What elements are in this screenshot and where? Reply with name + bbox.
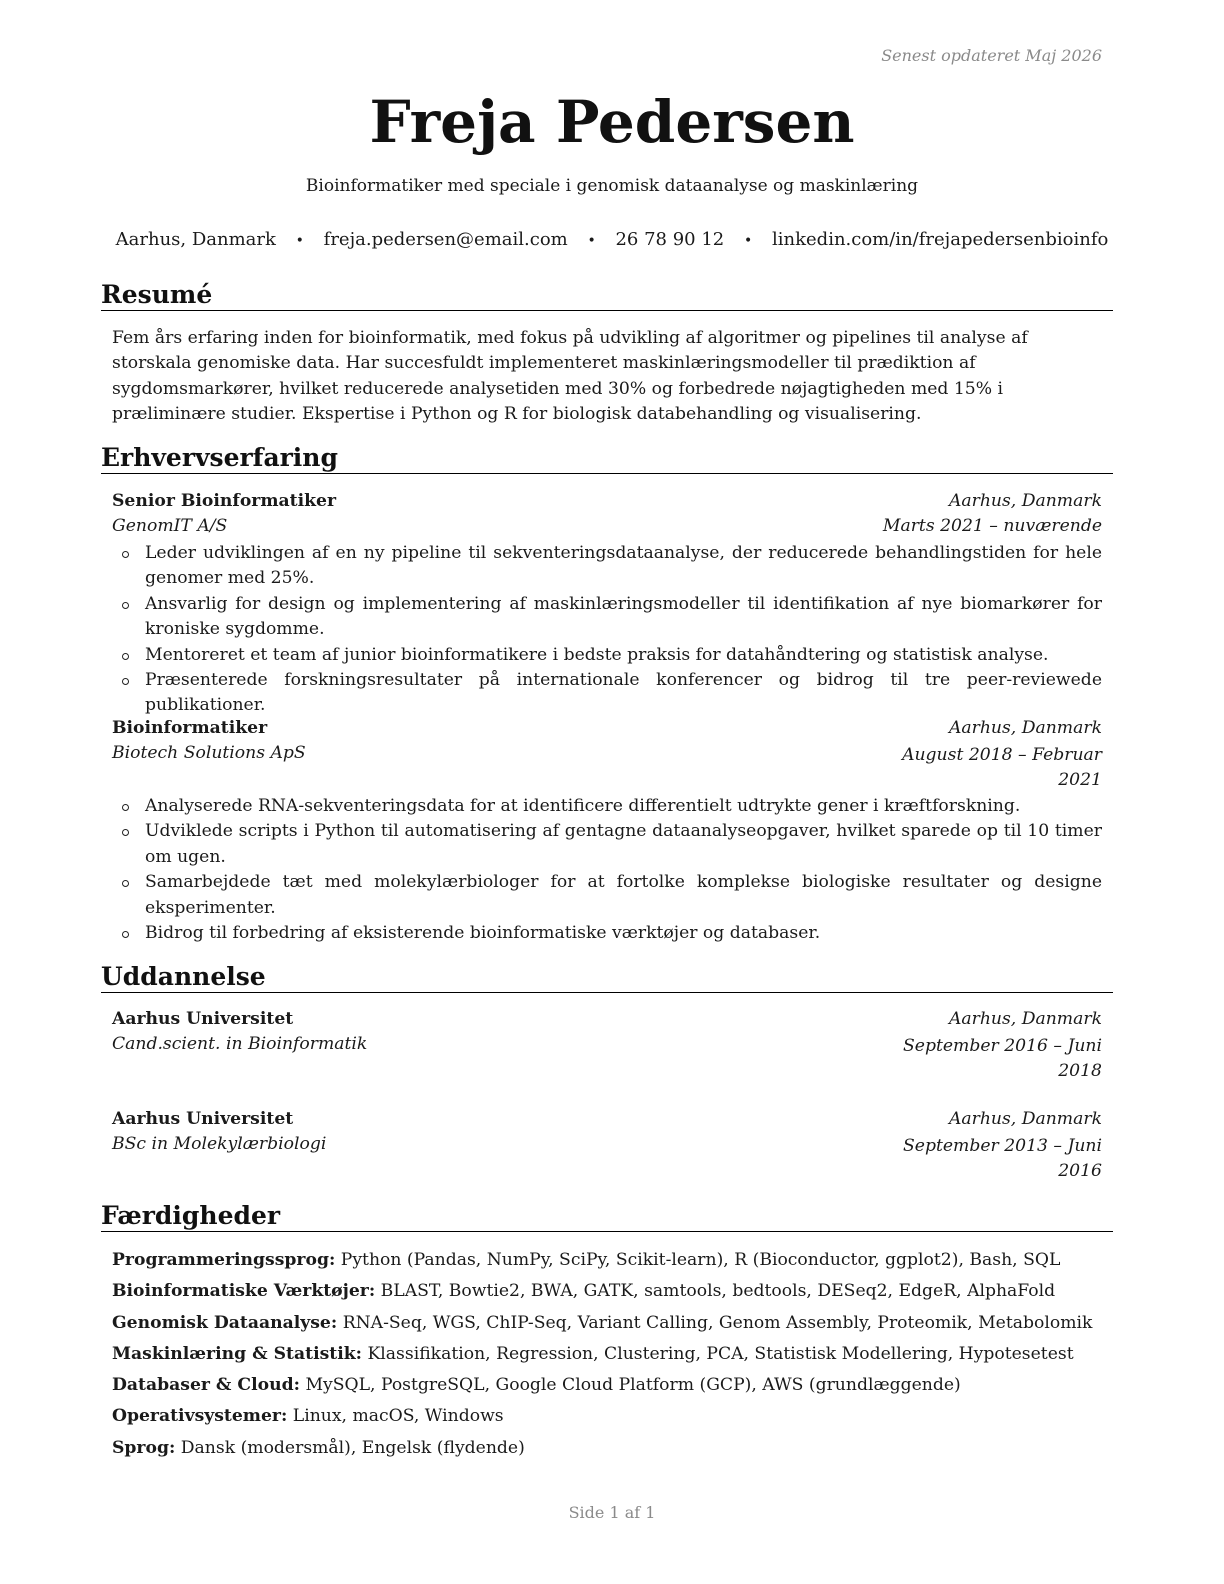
- list-item: Ansvarlig for design og implementering af maskinlæringsmodeller til identifikation af nye biomarkører for kroniske sygdomme.: [112, 592, 1102, 643]
- skill-label: Maskinlæring & Statistik:: [112, 1343, 362, 1364]
- contact-line: [0, 229, 1224, 250]
- bullet-separator-icon: •: [744, 233, 753, 249]
- school-location: Aarhus, Danmark: [948, 1109, 1102, 1129]
- contact-email[interactable]: freja.pedersen@email.com: [323, 229, 568, 250]
- skill-value: Dansk (modersmål), Engelsk (flydende): [180, 1437, 525, 1458]
- education-dates: September 2013 – Juni 2016: [903, 1136, 1102, 1182]
- bullet-separator-icon: •: [587, 233, 596, 249]
- job-header-row: [112, 718, 1102, 743]
- skill-value: BLAST, Bowtie2, BWA, GATK, samtools, bedtools, DESeq2, EdgeR, AlphaFold: [380, 1281, 1056, 1302]
- skill-value: Python (Pandas, NumPy, SciPy, Scikit-learn), R (Bioconductor, ggplot2), Bash, SQL: [340, 1250, 1061, 1270]
- skill-row: [112, 1342, 1112, 1373]
- tagline: Bioinformatiker med speciale i genomisk dataanalyse og maskinlæring: [305, 176, 919, 196]
- skill-value: MySQL, PostgreSQL, Google Cloud Platform (GCP), AWS (grundlæggende): [305, 1375, 961, 1396]
- candidate-name: Freja Pedersen: [369, 88, 855, 156]
- last-updated: Senest opdateret Maj 2026: [881, 46, 1102, 65]
- skill-label: Bioinformatiske Værktøjer:: [112, 1281, 376, 1302]
- list-item: Udviklede scripts i Python til automatisering af gentagne dataanalyseopgaver, hvilket sparede op til 10 timer om ugen.: [112, 819, 1102, 870]
- list-item: Præsenterede forskningsresultater på internationale konferencer og bidrog til tre peer-reviewede publikationer.: [112, 668, 1102, 719]
- skill-row: [112, 1436, 1112, 1467]
- skill-label: Programmeringssprog:: [112, 1250, 336, 1270]
- job-company: Biotech Solutions ApS: [112, 743, 306, 763]
- bullet-icon: [122, 678, 129, 685]
- skills-list: [112, 1248, 1112, 1467]
- job-subheader-row: [112, 743, 1102, 793]
- skill-row: [112, 1279, 1112, 1310]
- contact-location: Aarhus, Danmark: [115, 229, 276, 250]
- skill-row: [112, 1404, 1112, 1435]
- section-title-skills: Færdigheder: [101, 1201, 1113, 1232]
- bullet-icon: [122, 931, 129, 938]
- page-number: Side 1 af 1: [568, 1503, 656, 1522]
- job-role: Bioinformatiker: [112, 718, 268, 738]
- bullet-icon: [122, 653, 129, 660]
- skill-label: Databaser & Cloud:: [112, 1375, 300, 1396]
- school-name: Aarhus Universitet: [112, 1109, 294, 1129]
- job-header-row: [112, 491, 1102, 516]
- education-header-row: [112, 1109, 1102, 1134]
- job-subheader-row: [112, 516, 1102, 541]
- degree-name: BSc in Molekylærbiologi: [112, 1134, 327, 1154]
- bullet-icon: [122, 804, 129, 811]
- list-item: Leder udviklingen af en ny pipeline til sekventeringsdataanalyse, der reducerede behandlingstiden for hele genomer med 25%.: [112, 541, 1102, 592]
- skill-value: Linux, macOS, Windows: [292, 1406, 504, 1427]
- education-header-row: [112, 1009, 1102, 1034]
- skill-label: Genomisk Dataanalyse:: [112, 1312, 338, 1333]
- school-name: Aarhus Universitet: [112, 1009, 294, 1029]
- skill-row: [112, 1373, 1112, 1404]
- school-location: Aarhus, Danmark: [948, 1009, 1102, 1029]
- section-title-education: Uddannelse: [101, 962, 1113, 993]
- bullet-icon: [122, 551, 129, 558]
- skill-row: [112, 1248, 1112, 1279]
- job-location: Aarhus, Danmark: [948, 718, 1102, 738]
- job-company: GenomIT A/S: [112, 516, 228, 536]
- education-subheader-row: [112, 1134, 1102, 1184]
- skill-label: Sprog:: [112, 1437, 176, 1458]
- job-bullet-list: [112, 794, 1102, 946]
- bullet-icon: [122, 602, 129, 609]
- bullet-icon: [122, 880, 129, 887]
- job-location: Aarhus, Danmark: [948, 491, 1102, 511]
- education-subheader-row: [112, 1034, 1102, 1084]
- skill-label: Operativsystemer:: [112, 1406, 288, 1427]
- section-title-summary: Resumé: [101, 280, 1113, 311]
- contact-phone: 26 78 90 12: [615, 229, 725, 250]
- bullet-icon: [122, 829, 129, 836]
- list-item: Analyserede RNA-sekventeringsdata for at identificere differentielt udtrykte gener i kræftforskning.: [112, 794, 1102, 819]
- skill-row: [112, 1311, 1112, 1342]
- summary-text: Fem års erfaring inden for bioinformatik, med fokus på udvikling af algoritmer og pipelines til analyse af storskala genomiske data. Har succesfuldt implementeret maskinlæringsmodeller til prædiktion af sygdomsmarkører, hvilket reducerede analysetiden med 30% og forbedrede nøjagtigheden med 15% i præliminære studier. Ekspertise i Python og R for biologisk databehandling og visualisering.: [112, 328, 1028, 425]
- job-role: Senior Bioinformatiker: [112, 491, 337, 511]
- list-item: Mentoreret et team af junior bioinformatikere i bedste praksis for datahåndtering og statistisk analyse.: [112, 643, 1102, 668]
- education-dates: September 2016 – Juni 2018: [903, 1036, 1102, 1082]
- job-dates: August 2018 – Februar 2021: [902, 745, 1102, 791]
- job-dates: Marts 2021 – nuværende: [882, 516, 1102, 536]
- bullet-separator-icon: •: [295, 233, 304, 249]
- degree-name: Cand.scient. in Bioinformatik: [112, 1034, 368, 1054]
- skill-value: Klassifikation, Regression, Clustering, PCA, Statistisk Modellering, Hypotesetest: [367, 1343, 1074, 1364]
- contact-linkedin[interactable]: linkedin.com/in/frejapedersenbioinfo: [772, 229, 1109, 250]
- skill-value: RNA-Seq, WGS, ChIP-Seq, Variant Calling, Genom Assembly, Proteomik, Metabolomik: [342, 1312, 1093, 1333]
- list-item: Samarbejdede tæt med molekylærbiologer for at fortolke komplekse biologiske resultater og designe eksperimenter.: [112, 870, 1102, 921]
- section-title-experience: Erhvervserfaring: [101, 443, 1113, 474]
- job-bullet-list: [112, 541, 1102, 719]
- list-item: Bidrog til forbedring af eksisterende bioinformatiske værktøjer og databaser.: [112, 921, 1102, 946]
